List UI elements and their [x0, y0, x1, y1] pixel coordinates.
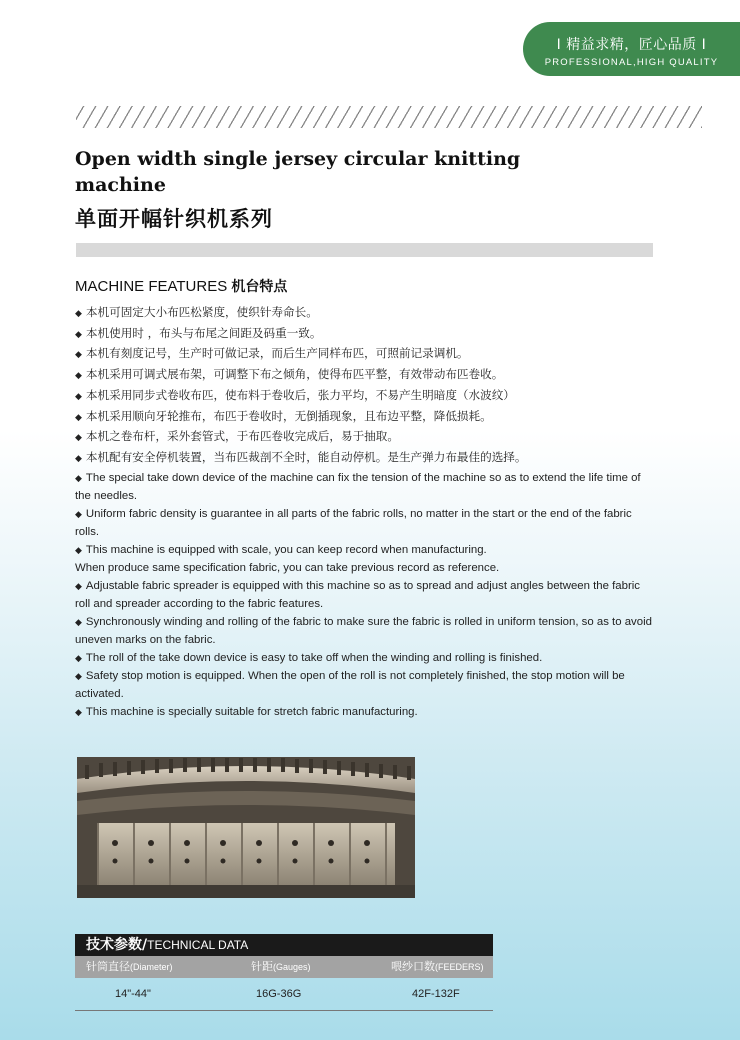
- features-list-en: [75, 469, 655, 721]
- list-item: ◆ The special take down device of the machine can fix the tension of the machine so as to extend the life time of the needles.: [75, 472, 641, 502]
- list-item: ◆ 本机之卷布杆，采外套管式，于布匹卷收完成后，易于抽取。: [75, 429, 399, 444]
- list-item: ◆ This machine is equipped with scale, you can keep record when manufacturing. When produce same specification fabric, you can take previous record as reference.: [75, 544, 500, 574]
- tech-data-heading: [75, 934, 493, 956]
- page-title-cn: 单面开幅针织机系列: [75, 207, 273, 231]
- grey-divider-bar: [76, 243, 653, 257]
- bullet-icon: ◆: [75, 309, 82, 319]
- cell-feeders: 42F-132F: [412, 988, 460, 1000]
- bullet-icon: ◆: [75, 453, 82, 464]
- list-item: ◆ 本机有刻度记号，生产时可做记录，而后生产同样布匹，可照前记录调机。: [75, 346, 469, 361]
- cell-gauges: 16G-36G: [256, 988, 302, 1000]
- slogan-en: PROFESSIONAL,HIGH QUALITY: [544, 57, 719, 68]
- list-item: ◆ The roll of the take down device is easy to take off when the winding and rolling is finished.: [75, 652, 543, 664]
- bullet-icon: ◆: [75, 581, 82, 591]
- features-heading: [75, 276, 287, 296]
- features-heading-cn: 机台特点: [231, 279, 288, 295]
- slogan-badge: [523, 22, 740, 76]
- list-item: ◆ Adjustable fabric spreader is equipped with this machine so as to spread and adjust angles between the fabric roll and spreader according to the fabric features.: [75, 580, 640, 610]
- hatch-divider: [76, 106, 702, 128]
- machine-photo: [77, 757, 415, 898]
- tech-heading-cn: 技术参数/: [86, 937, 148, 953]
- page-title-en: Open width single jersey circular knitting machine: [75, 148, 521, 196]
- features-heading-en: MACHINE FEATURES: [75, 278, 228, 295]
- list-item: ◆ 本机采用同步式卷收布匹，使布料于卷收后，张力平均，不易产生明暗度（水波纹）: [75, 387, 515, 402]
- machine-photo-art: [77, 757, 415, 898]
- bullet-icon: ◆: [75, 509, 82, 519]
- column-header-feeders: 喂纱口数(FEEDERS): [391, 960, 484, 973]
- bullet-icon: ◆: [75, 391, 82, 402]
- list-item: ◆ Synchronously winding and rolling of the fabric to make sure the fabric is rolled in uniform tension, so as to avoid uneven marks on the fabric.: [75, 616, 652, 646]
- column-header-gauges: 针距(Gauges): [251, 960, 311, 973]
- bullet-icon: ◆: [75, 545, 82, 555]
- list-item: ◆ Safety stop motion is equipped. When the open of the roll is not completely finished, the stop motion will be activated.: [75, 670, 625, 700]
- list-item: ◆ 本机可固定大小布匹松紧度，使织针寿命长。: [75, 305, 318, 319]
- bullet-icon: ◆: [75, 653, 82, 663]
- list-item: ◆ This machine is specially suitable for stretch fabric manufacturing.: [75, 706, 418, 718]
- cell-diameter: 14"-44": [115, 988, 151, 1000]
- bullet-icon: ◆: [75, 707, 82, 717]
- column-header-diameter: 针筒直径(Diameter): [86, 960, 173, 973]
- list-item: ◆ 本机采用可调式展布架，可调整下布之倾角，使得布匹平整，有效带动布匹卷收。: [75, 367, 504, 382]
- slogan-cn: I 精益求精，匠心品质 I: [556, 37, 707, 53]
- table-header-row: [75, 956, 493, 978]
- bullet-icon: ◆: [75, 473, 82, 483]
- bullet-icon: ◆: [75, 433, 82, 444]
- tech-data-table: [75, 934, 493, 1011]
- bullet-icon: ◆: [75, 371, 82, 382]
- list-item: ◆ 本机配有安全停机装置，当布匹裁剖不全时，能自动停机。是生产弹力布最佳的选择。: [75, 449, 527, 464]
- bullet-icon: ◆: [75, 350, 82, 361]
- bullet-icon: ◆: [75, 671, 82, 681]
- tech-heading-en: TECHNICAL DATA: [147, 938, 249, 952]
- list-item: ◆ 本机使用时 ，布头与布尾之间距及码重一致。: [75, 325, 322, 340]
- list-item: ◆ Uniform fabric density is guarantee in all parts of the fabric rolls, no matter in the start or the end of the fabric rolls.: [75, 508, 632, 538]
- features-list-cn: [75, 303, 675, 469]
- bullet-icon: ◆: [75, 617, 82, 627]
- table-bottom-rule: [75, 1010, 493, 1011]
- bullet-icon: ◆: [75, 412, 82, 423]
- list-item: ◆ 本机采用顺向牙轮推布，布匹于卷收时，无倒插现象，且布边平整，降低损耗。: [75, 408, 492, 423]
- table-row: [75, 978, 493, 1010]
- bullet-icon: ◆: [75, 329, 82, 340]
